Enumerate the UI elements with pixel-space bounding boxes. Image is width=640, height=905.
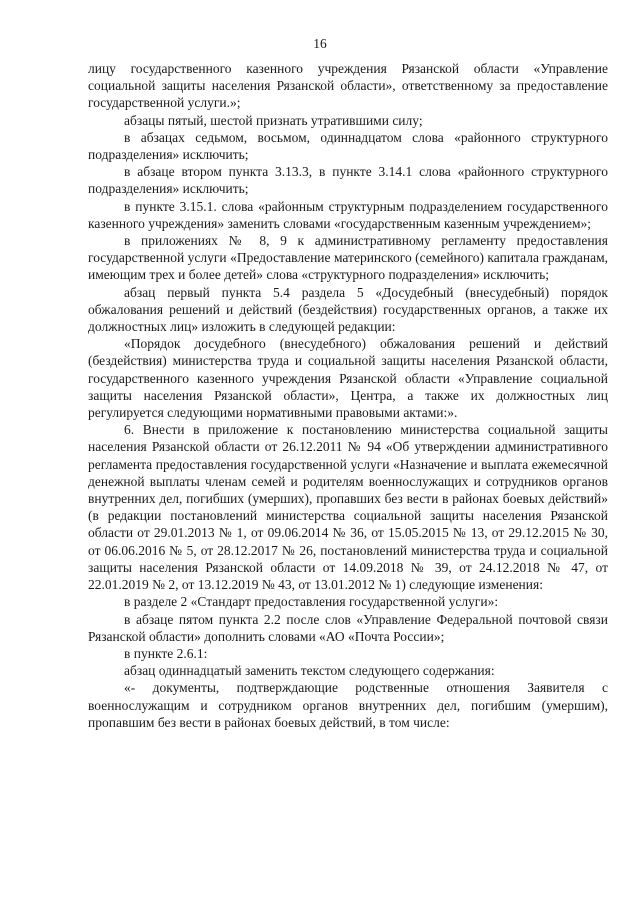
paragraph: в абзаце пятом пункта 2.2 после слов «Управление Федеральной почтовой связи Рязанской области» дополнить словами «АО «Почта России»; (88, 611, 608, 644)
quoted-paragraph: «- документы, подтверждающие родственные отношения Заявителя с военнослужащим и сотрудником органов внутренних дел, погибшим (умершим), пропавшим без вести в районах боевых действий, в том числе: (88, 680, 608, 730)
paragraph: абзацы пятый, шестой признать утратившими силу; (124, 112, 423, 128)
paragraph: в приложениях № 8, 9 к административному регламенту предоставления государственной услуги «Предоставление материнского (семейного) капитала гражданам, имеющим трех и более детей» слова «структурного подразделения» исключить; (88, 233, 608, 283)
paragraph: в абзаце втором пункта 3.13.3, в пункте 3.14.1 слова «районного структурного подразделения» исключить; (88, 164, 608, 197)
paragraph: абзац первый пункта 5.4 раздела 5 «Досудебный (внесудебный) порядок обжалования решений и действий (бездействия) государственных органов, а также их должностных лиц» изложить в следующей редакции: (88, 284, 608, 335)
paragraph: в абзацах седьмом, восьмом, одиннадцатом слова «районного структурного подразделения» исключить; (88, 129, 608, 163)
paragraph: в разделе 2 «Стандарт предоставления государственной услуги»: (124, 594, 499, 610)
paragraph: в пункте 3.15.1. слова «районным структурным подразделением государственного казенного учреждения» заменить словами «государственным казенным учреждением»; (88, 198, 608, 231)
document-body (88, 60, 608, 731)
paragraph: лицу государственного казенного учреждения Рязанской области «Управление социальной защиты населения Рязанской области», ответственному за предоставление государственной услуги.»; (88, 61, 608, 111)
quoted-paragraph: «Порядок досудебного (внесудебного) обжалования решений и действий (бездействия) министерства труда и социальной защиты населения Рязанской области, государственного казенного учреждения Рязанской области «Управление социальной защиты населения Рязанской области», Центра, а также их должностных лиц регулируется следующими нормативными правовыми актами:». (88, 336, 608, 421)
page-number: 16 (313, 36, 327, 51)
section-item-6: 6. Внести в приложение к постановлению министерства социальной защиты населения Рязанской области от 26.12.2011 № 94 «Об утверждении административного регламента предоставления государственной услуги «Назначение и выплата ежемесячной денежной выплаты членам семей и родителям военнослужащих и сотрудников органов внутренних дел, погибших (умерших), пропавших без вести в районах боевых действий» (в редакции постановлений министерства социальной защиты населения Рязанской области от 29.01.2013 № 1, от 09.06.2014 № 36, от 15.05.2015 № 13, от 29.12.2015 № 30, от 06.06.2016 № 5, от 28.12.2017 № 26, постановлений министерства труда и социальной защиты населения Рязанской области от 14.09.2018 № 39, от 24.12.2018 № 47, от 22.01.2019 № 2, от 13.12.2019 № 43, от 13.01.2012 № 1) следующие изменения: (88, 422, 608, 593)
paragraph: абзац одиннадцатый заменить текстом следующего содержания: (124, 663, 495, 679)
paragraph: в пункте 2.6.1: (124, 645, 208, 661)
